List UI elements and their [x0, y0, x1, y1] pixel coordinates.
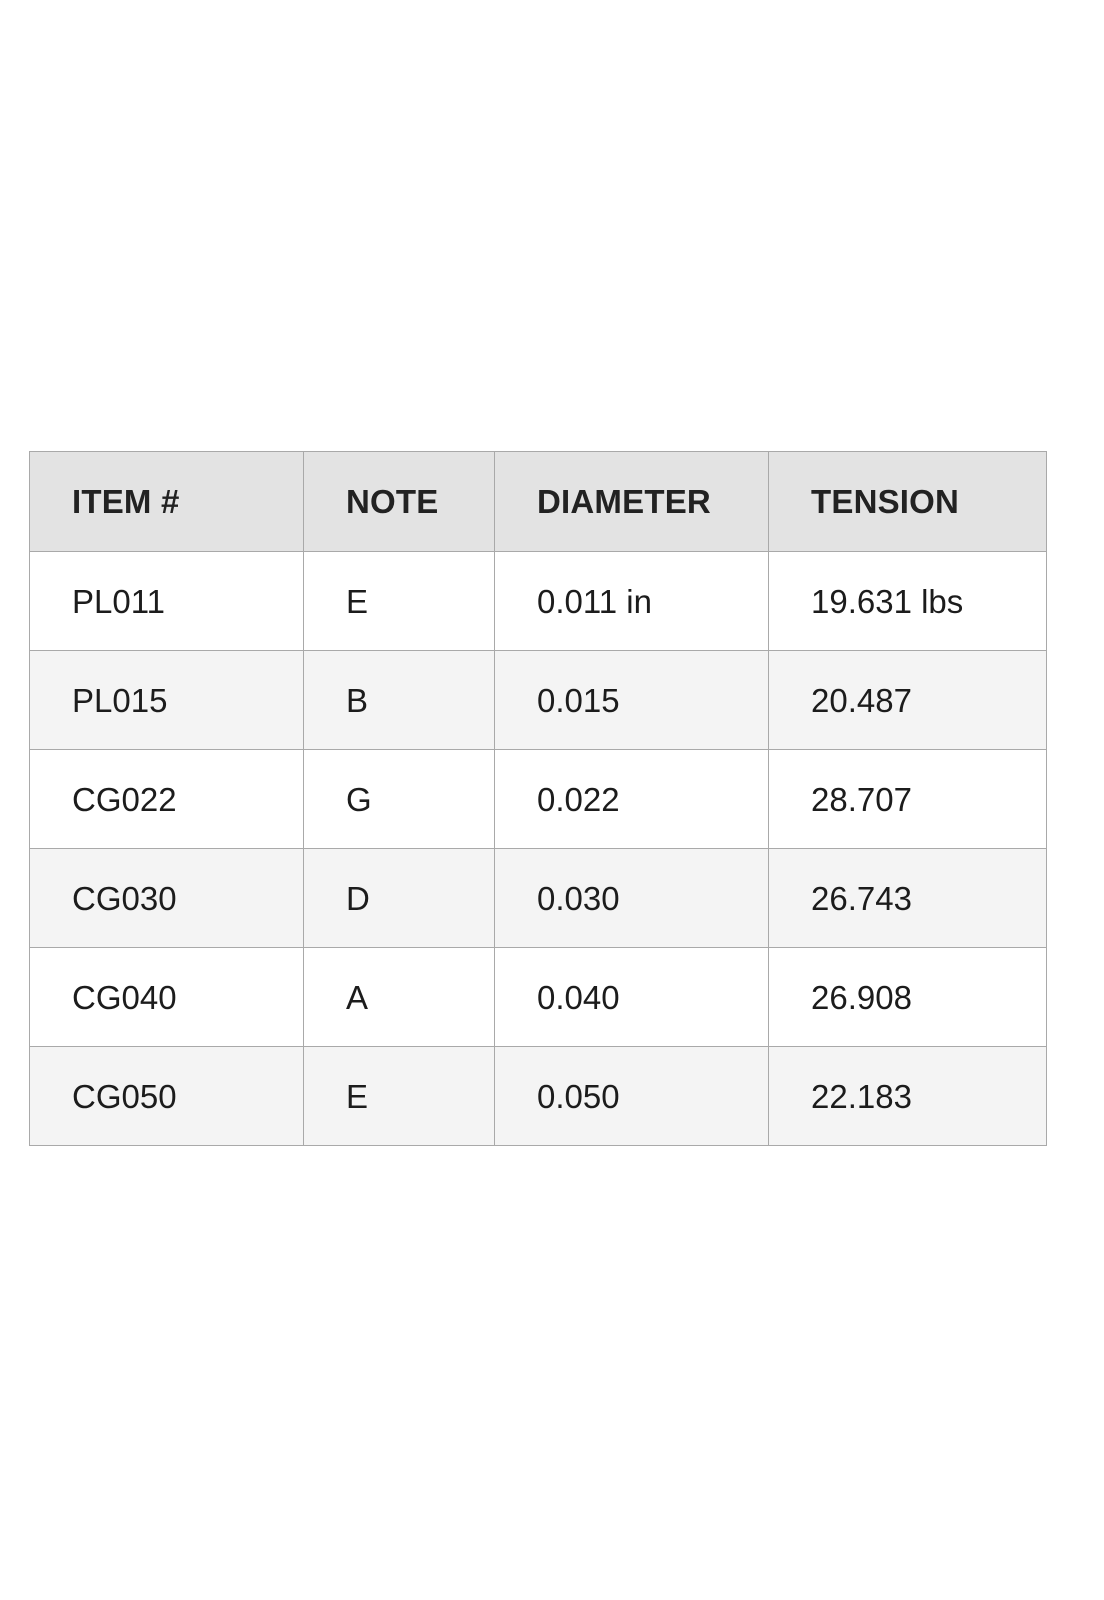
cell-item-number: CG040: [30, 948, 304, 1047]
cell-diameter: 0.050: [495, 1047, 769, 1146]
header-item-number: ITEM #: [30, 452, 304, 552]
cell-item-number: PL011: [30, 552, 304, 651]
header-diameter: DIAMETER: [495, 452, 769, 552]
table-row: [30, 552, 1047, 651]
cell-tension: 19.631 lbs: [769, 552, 1047, 651]
cell-diameter: 0.011 in: [495, 552, 769, 651]
table-header-row: [30, 452, 1047, 552]
cell-item-number: CG022: [30, 750, 304, 849]
cell-item-number: CG030: [30, 849, 304, 948]
cell-item-number: PL015: [30, 651, 304, 750]
table-row: [30, 948, 1047, 1047]
cell-note: G: [304, 750, 495, 849]
table-row: [30, 1047, 1047, 1146]
cell-diameter: 0.040: [495, 948, 769, 1047]
table-row: [30, 750, 1047, 849]
cell-item-number: CG050: [30, 1047, 304, 1146]
table-row: [30, 651, 1047, 750]
cell-note: E: [304, 1047, 495, 1146]
cell-note: B: [304, 651, 495, 750]
cell-note: A: [304, 948, 495, 1047]
cell-tension: 26.908: [769, 948, 1047, 1047]
header-tension: TENSION: [769, 452, 1047, 552]
cell-note: D: [304, 849, 495, 948]
table-row: [30, 849, 1047, 948]
cell-diameter: 0.015: [495, 651, 769, 750]
cell-note: E: [304, 552, 495, 651]
cell-tension: 20.487: [769, 651, 1047, 750]
cell-tension: 22.183: [769, 1047, 1047, 1146]
cell-tension: 26.743: [769, 849, 1047, 948]
header-note: NOTE: [304, 452, 495, 552]
cell-diameter: 0.030: [495, 849, 769, 948]
string-spec-table: [29, 451, 1047, 1146]
cell-diameter: 0.022: [495, 750, 769, 849]
cell-tension: 28.707: [769, 750, 1047, 849]
